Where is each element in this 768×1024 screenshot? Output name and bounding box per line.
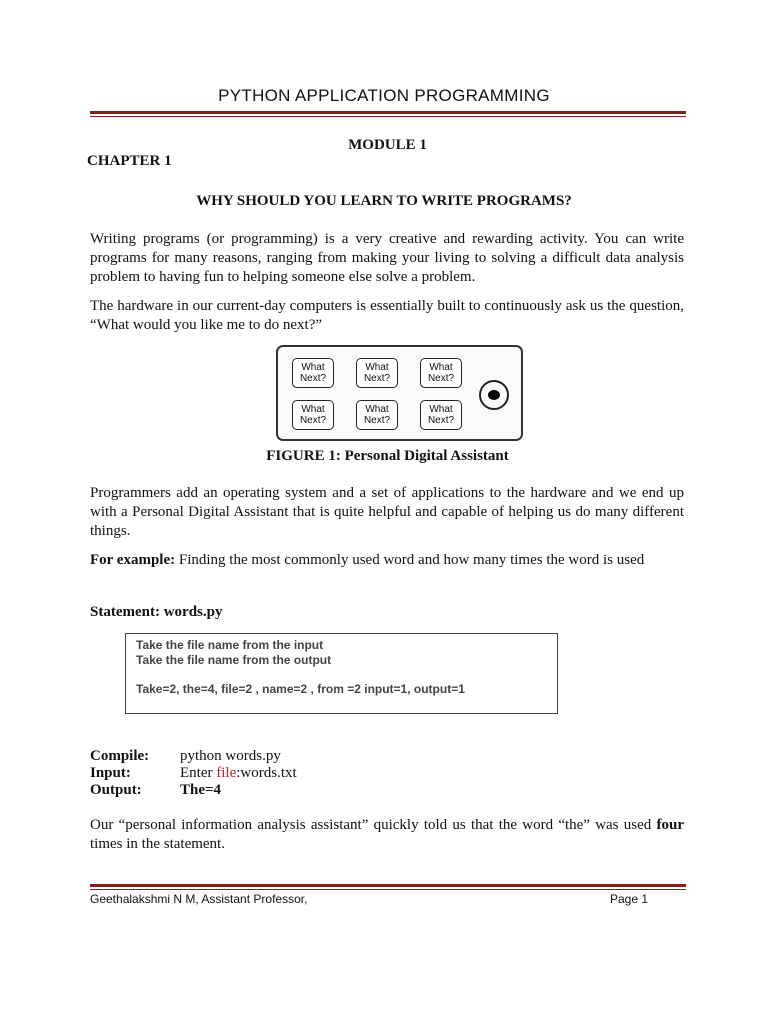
footer-page-number: Page 1 bbox=[610, 892, 649, 906]
example-text: Finding the most commonly used word and how many times the word is used bbox=[175, 552, 645, 568]
paragraph-programmers: Programmers add an operating system and a set of applications to the hardware and we end up with a Personal Digital Assistant that is quite helpful and capable of helping us do many different things. bbox=[90, 485, 684, 539]
figure-caption: FIGURE 1: Personal Digital Assistant bbox=[266, 448, 509, 464]
statement-box bbox=[125, 633, 558, 714]
paragraph-intro: Writing programs (or programming) is a very creative and rewarding activity. You can write programs for many reasons, ranging from making your living to solving a difficult data analysis problem to having fun to helping someone else solve a problem. bbox=[90, 231, 684, 285]
module-title: MODULE 1 bbox=[348, 137, 427, 153]
pda-figure bbox=[276, 345, 523, 441]
figure-key-1: What Next? bbox=[292, 358, 334, 388]
statement-line-1: Take the file name from the input bbox=[136, 638, 324, 652]
statement-line-3: Take=2, the=4, file=2 , name=2 , from =2 input=1, output=1 bbox=[136, 682, 465, 696]
result-count: four bbox=[656, 817, 684, 833]
paragraph-result: Our “personal information analysis assistant” quickly told us that the word “the” was used four times in the statement. bbox=[90, 817, 684, 852]
output-row bbox=[90, 782, 221, 799]
statement-label: Statement: words.py bbox=[90, 604, 223, 620]
figure-key-6: What Next? bbox=[420, 400, 462, 430]
input-row bbox=[90, 765, 297, 782]
paragraph-example bbox=[90, 551, 684, 570]
figure-key-3: What Next? bbox=[420, 358, 462, 388]
output-label: Output: bbox=[90, 782, 142, 798]
footer-rule bbox=[90, 884, 686, 890]
chapter-title: CHAPTER 1 bbox=[87, 153, 172, 169]
figure-key-2: What Next? bbox=[356, 358, 398, 388]
compile-label: Compile: bbox=[90, 748, 150, 764]
footer-author: Geethalakshmi N M, Assistant Professor, bbox=[90, 892, 308, 906]
compile-row bbox=[90, 748, 281, 765]
figure-key-5: What Next? bbox=[356, 400, 398, 430]
input-label: Input: bbox=[90, 765, 131, 781]
compile-value: python words.py bbox=[180, 748, 281, 764]
figure-key-4: What Next? bbox=[292, 400, 334, 430]
dial-icon bbox=[479, 380, 509, 410]
paragraph-hardware: The hardware in our current-day computers is essentially built to continuously ask us the question, “What would you like me to do next?” bbox=[90, 298, 684, 333]
statement-line-2: Take the file name from the output bbox=[136, 653, 332, 667]
section-heading: WHY SHOULD YOU LEARN TO WRITE PROGRAMS? bbox=[196, 193, 572, 209]
output-value: The=4 bbox=[180, 782, 222, 798]
example-label: For example: bbox=[90, 552, 176, 568]
input-value: Enter file:words.txt bbox=[180, 765, 297, 781]
header-rule bbox=[90, 111, 686, 117]
page-header-title: PYTHON APPLICATION PROGRAMMING bbox=[218, 86, 550, 105]
